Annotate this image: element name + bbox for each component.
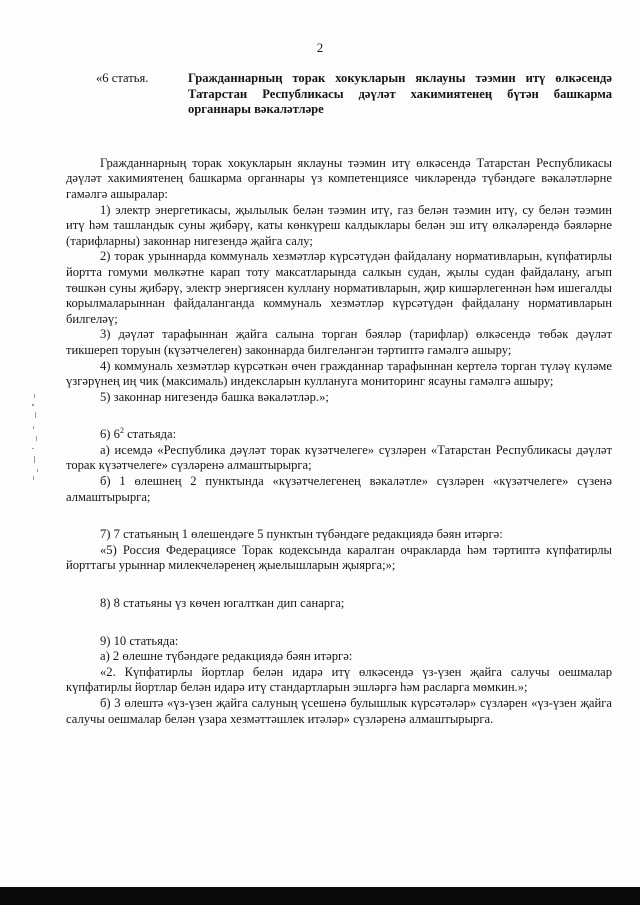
amendment-6-suffix: статьяда: xyxy=(123,427,177,442)
scan-bottom-border xyxy=(0,887,640,905)
list-item-4: 4) коммуналь хезмәтләр күрсәткән өчен гражданнар тарафыннан кертелә торган түләү күләме үзгәрүнең иң чик (максималь) индексларын куллануга мониторинг ясауны гамәлгә ашыру; xyxy=(66,358,612,389)
list-item-3: 3) дәүләт тарафыннан җайга салына торган бәяләр (тарифлар) өлкәсендә төбәк дәүләт тикшереп торуын (күзәтчелеген) законнарда билгеләнгән тәртиптә гамәлгә ашыру; xyxy=(66,327,612,357)
amendment-7-intro: 7) 7 статьяның 1 өлешендәге 5 пунктын түбәндәге редакциядә бәян итәргә: xyxy=(100,527,503,542)
amendment-8: 8) 8 статьяны үз көчен югалткан дип санарга; xyxy=(100,596,345,611)
amendment-6-intro xyxy=(66,427,612,443)
list-item-2: 2) торак урыннарда коммуналь хезмәтләр күрсәтүдән файдалану нормативларын, күпфатирлы йортта гомуми мөлкәтне карап тоту максатларында салкын судан, җылы судан файдалану, агып төшкән суны җибәрү, электр энергиясен куллану нормативларын, җир кишәрлегеннән һәм ишегалды корылмаларыннан файдаланганда коммуналь хезмәтләр күрсәтүдән файдалану нормативларын билгеләү; xyxy=(66,249,612,326)
amendment-6-a: а) исемдә «Республика дәүләт торак күзәтчелеге» сүзләрен «Татарстан Республикасы дәүләт торак күзәтчелеге» сүзләренә алмаштырырга; xyxy=(66,442,612,473)
article-title: Гражданнарның торак хокукларын яклауны тәэмин итү өлкәсендә Татарстан Республикасы дәүләт хакимиятенең бүтән башкарма органнары вәкаләтләре xyxy=(188,71,612,117)
amendment-9-a-text: «2. Күпфатирлы йортлар белән идарә итү өлкәсендә үз-үзен җайга салучы оешмалар күпфатирлы йортлар белән идарә итү стандартларын эшләргә һәм расларга мөмкин.»; xyxy=(66,664,612,695)
scan-edge-marks xyxy=(28,392,42,482)
amendment-7-text: «5) Россия Федерациясе Торак кодексында каралган очракларда һәм тәртиптә күпфатирлы йорттагы урыннар милекчеләренең җыелышларын җыярга;»; xyxy=(66,542,612,573)
document-body xyxy=(66,71,612,727)
amendment-6-superscript: 2 xyxy=(119,426,124,436)
amendment-6-b: б) 1 өлешнең 2 пунктында «күзәтчелегенең вәкаләтле» сүзләрен «күзәтчелеге» сүзенә алмаштырырга; xyxy=(66,474,612,504)
amendment-9-a: а) 2 өлешне түбәндәге редакциядә бәян итәргә: xyxy=(100,649,353,664)
list-item-5: 5) законнар нигезендә башка вәкаләтләр.»; xyxy=(100,389,329,404)
article-heading xyxy=(66,71,612,118)
amendment-9-b: б) 3 өлештә «үз-үзен җайга салуның үсешенә булышлык күрсәтәләр» сүзләрен «үз-үзен җайга салучы оешмалар белән үзара хезмәттәшлек итәләр» сүзләренә алмаштырырга. xyxy=(66,696,612,726)
page-number: 2 xyxy=(316,40,324,55)
article-label: «6 статья. xyxy=(96,71,149,85)
list-item-1: 1) электр энергетикасы, җылылык белән тәэмин итү, газ белән тәэмин итү, су белән тәэмин итү һәм ташландык суны җибәрү, каты көнкүреш калдыклары белән эш итү өлкәләрендә бәяләрне (тарифларны) законнар нигезендә җайга салу; xyxy=(66,202,612,248)
amendment-9-intro: 9) 10 статьяда: xyxy=(100,633,179,648)
intro-paragraph: Гражданнарның торак хокукларын яклауны тәэмин итү өлкәсендә Татарстан Республикасы дәүләт хакимиятенең башкарма органнары үз компетенциясе чикләрендә түбәндәге вәкаләтләрне гамәлгә ашыралар: xyxy=(66,155,612,201)
amendment-6-number: 6) 6 xyxy=(100,427,120,442)
